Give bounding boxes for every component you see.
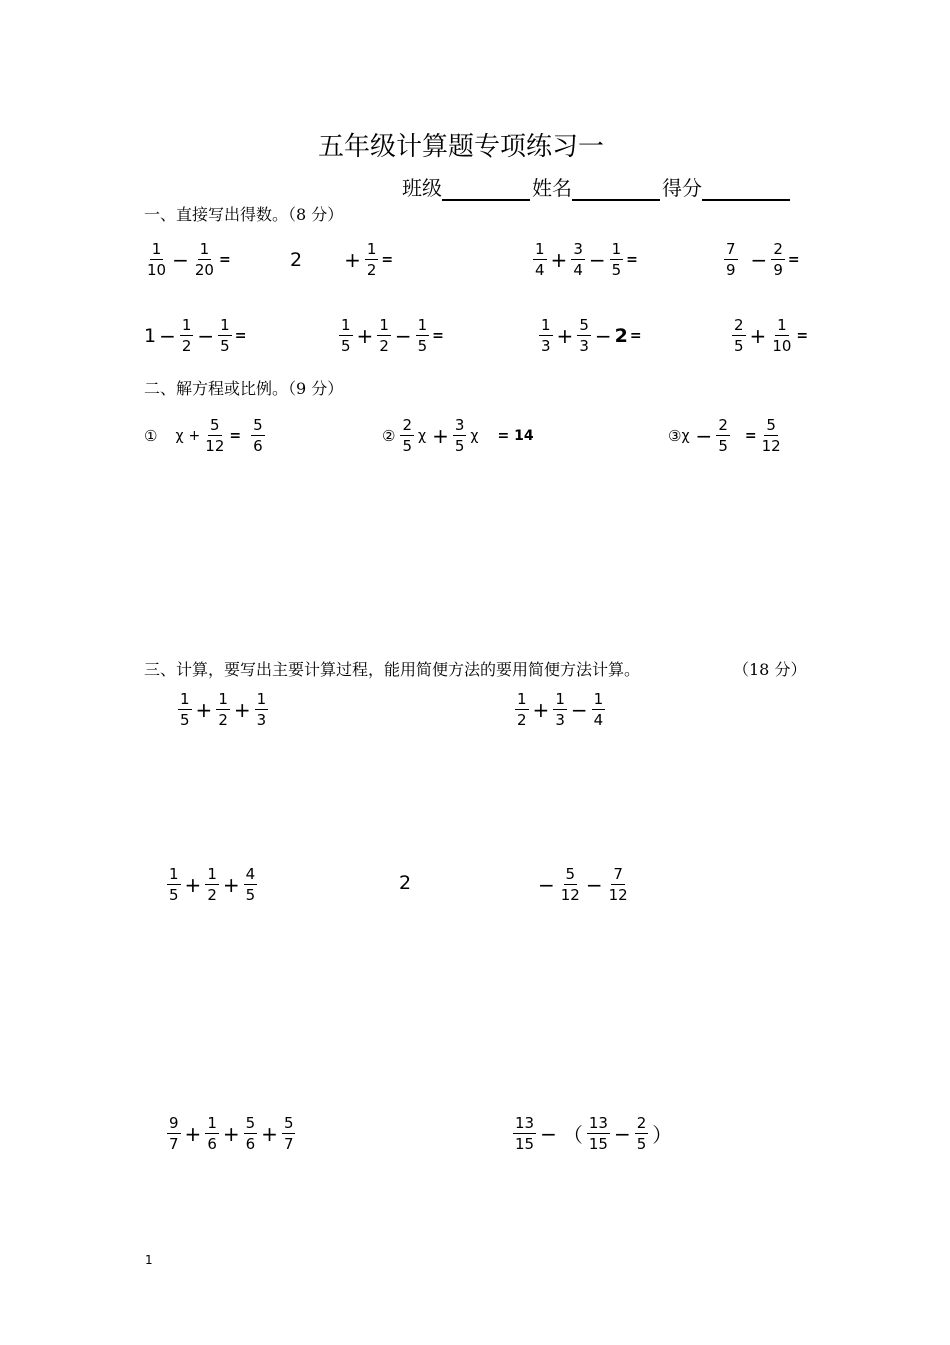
fraction: $\frac{5}{7}$ [283,1114,294,1153]
fraction: $\frac{5}{3}$ [579,316,589,355]
equation-3: ③χ − $\frac{2}{5}$ = $\frac{5}{12}$ [668,416,781,455]
fraction: $\frac{13}{15}$ [588,1114,608,1153]
problem-1-6: $\frac{1}{5}$ + $\frac{1}{2}$ − $\frac{1}{5}$ = [341,316,444,355]
equation-2: ② $\frac{2}{5}$ χ + $\frac{3}{5}$ χ = 14 [382,416,534,455]
fraction: $\frac{1}{10}$ [147,240,167,279]
fraction: $\frac{13}{15}$ [515,1114,535,1153]
score-blank[interactable] [702,179,790,201]
fraction: $\frac{1}{6}$ [207,1114,217,1153]
section-3-points: （18 分） [733,660,807,679]
fraction: $\frac{5}{6}$ [245,1114,256,1153]
student-info-header [402,172,792,201]
fraction: $\frac{2}{5}$ [718,416,728,455]
fraction: $\frac{5}{12}$ [205,416,225,455]
fraction: $\frac{2}{5}$ [402,416,412,455]
problem-1-8: $\frac{2}{5}$ + $\frac{1}{10}$ = [734,316,809,355]
problem-1-1: $\frac{1}{10}$ − $\frac{1}{20}$ = [147,240,231,279]
score-label: 得分 [662,176,702,200]
class-blank[interactable] [442,179,530,201]
fraction: $\frac{1}{4}$ [593,690,604,729]
problem-1-5: 1 − $\frac{1}{2}$ − $\frac{1}{5}$ = [144,316,247,355]
fraction: $\frac{1}{20}$ [194,240,214,279]
fraction: $\frac{1}{5}$ [180,690,190,729]
fraction: $\frac{2}{5}$ [734,316,744,355]
section-1-heading: 一、直接写出得数。（8 分） [144,205,344,224]
fraction: $\frac{1}{2}$ [207,865,217,904]
section-2-heading: 二、解方程或比例。（9 分） [144,379,344,398]
fraction: $\frac{1}{2}$ [218,690,228,729]
name-blank[interactable] [572,179,660,201]
problem-1-4: $\frac{7}{9}$ − $\frac{2}{9}$ = [726,240,800,279]
fraction: $\frac{5}{12}$ [761,416,781,455]
calc-1: $\frac{1}{5}$ + $\frac{1}{2}$ + $\frac{1}{3}$ [180,690,267,729]
fraction: $\frac{1}{3}$ [541,316,551,355]
fraction: $\frac{1}{2}$ [366,240,377,279]
fraction: $\frac{1}{4}$ [535,240,545,279]
fraction: $\frac{1}{5}$ [341,316,351,355]
fraction: $\frac{1}{3}$ [555,690,565,729]
fraction: $\frac{1}{5}$ [220,316,230,355]
fraction: $\frac{1}{5}$ [611,240,622,279]
fraction: $\frac{5}{6}$ [253,416,263,455]
fraction: $\frac{9}{7}$ [169,1114,179,1153]
fraction: $\frac{1}{5}$ [417,316,428,355]
fraction: $\frac{3}{5}$ [454,416,465,455]
calc-2: $\frac{1}{2}$ + $\frac{1}{3}$ − $\frac{1}{4}$ [517,690,604,729]
page-title: 五年级计算题专项练习一 [318,132,605,162]
problem-1-3: $\frac{1}{4}$ + $\frac{3}{4}$ − $\frac{1}{5}$ = [535,240,638,279]
fraction: $\frac{7}{12}$ [608,865,628,904]
fraction: $\frac{1}{5}$ [169,865,179,904]
calc-3: $\frac{1}{5}$ + $\frac{1}{2}$ + $\frac{4}{5}$ [169,865,256,904]
fraction: $\frac{2}{9}$ [773,240,783,279]
fraction: $\frac{7}{9}$ [726,240,736,279]
name-label: 姓名 [532,176,572,200]
fraction: $\frac{1}{2}$ [181,316,192,355]
fraction: $\frac{1}{2}$ [517,690,527,729]
fraction: $\frac{1}{3}$ [256,690,267,729]
fraction: $\frac{1}{2}$ [379,316,389,355]
problem-1-2: 2 + $\frac{1}{2}$ = [290,240,394,279]
section-3-heading: 三、计算，要写出主要计算过程，能用简便方法的要用简便方法计算。 [144,660,641,679]
fraction: $\frac{2}{5}$ [636,1114,647,1153]
calc-6: $\frac{13}{15}$ − （ $\frac{13}{15}$ − $\frac{2}{5}$ ） [515,1114,673,1153]
calc-4: − $\frac{5}{12}$ − $\frac{7}{12}$ [538,865,628,904]
problem-1-7: $\frac{1}{3}$ + $\frac{5}{3}$ − 2 = [541,316,642,355]
calc-5: $\frac{9}{7}$ + $\frac{1}{6}$ + $\frac{5}{6}$ + $\frac{5}{7}$ [169,1114,294,1153]
fraction: $\frac{3}{4}$ [573,240,583,279]
fraction: $\frac{4}{5}$ [245,865,256,904]
fraction: $\frac{5}{12}$ [560,865,580,904]
equation-1: ① χ + $\frac{5}{12}$ = $\frac{5}{6}$ [144,416,263,455]
page-number: 1 [145,1253,153,1267]
class-label: 班级 [402,176,442,200]
fraction: $\frac{1}{10}$ [772,316,792,355]
calc-4-whole: 2 [399,872,412,894]
